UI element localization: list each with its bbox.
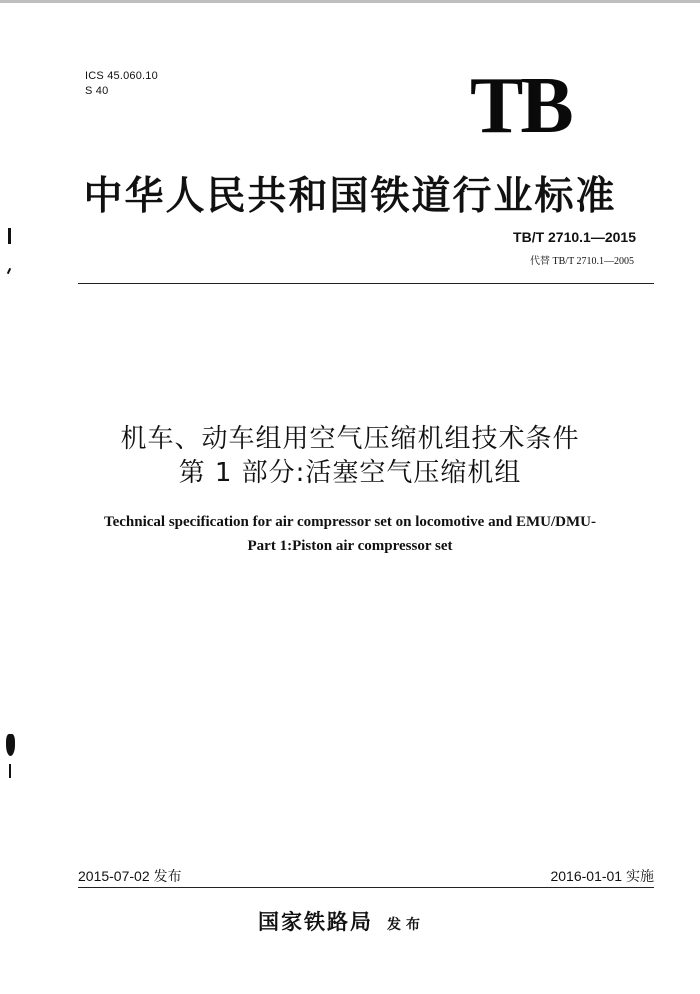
footer-divider	[78, 887, 654, 888]
scan-mark	[7, 268, 11, 274]
implementation-date: 2016-01-01 实施	[550, 868, 654, 884]
standard-type-heading: 中华人民共和国铁道行业标准	[83, 173, 617, 219]
classification-codes	[85, 69, 158, 99]
replaces-standard: 代替 TB/T 2710.1—2005	[530, 256, 634, 267]
scan-mark	[9, 764, 11, 778]
scan-mark	[6, 734, 15, 756]
issue-date: 2015-07-02 发布	[78, 868, 182, 884]
title-chinese-line2: 第 1 部分:活塞空气压缩机组	[178, 458, 522, 488]
title-english-line2: Part 1:Piston air compressor set	[247, 538, 453, 554]
scan-mark	[8, 228, 11, 244]
scan-edge	[0, 0, 700, 3]
publisher-line	[258, 906, 425, 936]
title-chinese-line1: 机车、动车组用空气压缩机组技术条件	[120, 424, 580, 454]
header-divider	[78, 283, 654, 284]
ccs-code: S 40	[85, 85, 109, 97]
standard-number: TB/T 2710.1—2015	[513, 229, 636, 245]
ics-code: ICS 45.060.10	[85, 70, 158, 82]
publisher-name: 国家铁路局	[258, 909, 373, 934]
title-english-line1: Technical specification for air compressor set on locomotive and EMU/DMU-	[103, 514, 597, 530]
tb-logo: TB	[470, 62, 571, 150]
publish-action: 发布	[387, 917, 425, 933]
